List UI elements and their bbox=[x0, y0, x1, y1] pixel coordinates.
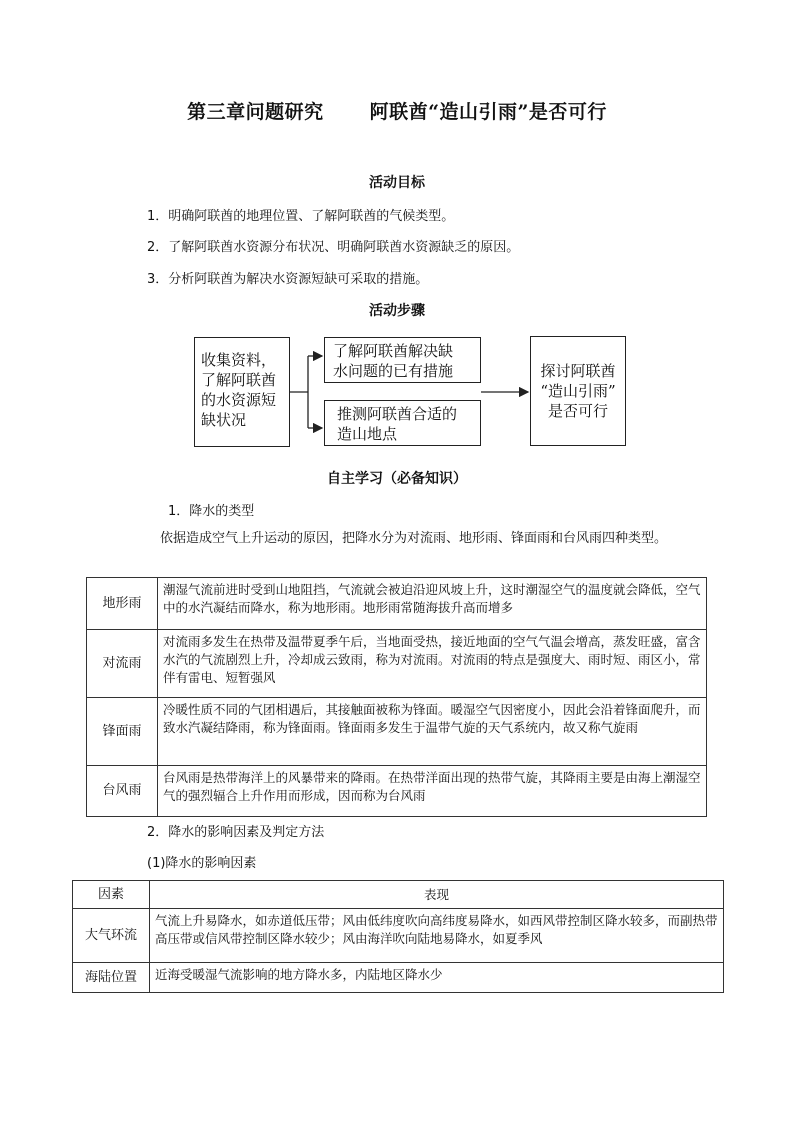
table-row bbox=[87, 578, 707, 630]
rain-type-desc: 对流雨多发生在热带及温带夏季午后，当地面受热，接近地面的空气气温会增高，蒸发旺盛，富含水汽的气流剧烈上升，冷却成云致雨，称为对流雨。对流雨的特点是强度大、雨时短、雨区小，常伴有雷电、短暂强风 bbox=[158, 630, 707, 698]
factor-name: 大气环流 bbox=[73, 909, 150, 963]
box-collect-line: 收集资料， bbox=[201, 351, 277, 369]
rain-type-desc: 台风雨是热带海洋上的风暴带来的降雨。在热带洋面出现的热带气旋，其降雨主要是由海上潮湿空气的强烈辐合上升作用而形成，因而称为台风雨 bbox=[158, 766, 707, 817]
subheading-rain-types: 1．降水的类型 bbox=[168, 504, 255, 519]
box-discuss-line: 是否可行 bbox=[547, 402, 608, 420]
steps-heading: 活动步骤 bbox=[369, 303, 425, 319]
intro-text: 依据造成空气上升运动的原因，把降水分为对流雨、地形雨、锋面雨和台风雨四种类型。 bbox=[160, 531, 668, 546]
factor-name: 海陆位置 bbox=[73, 963, 150, 993]
column-header-factor: 因素 bbox=[73, 881, 150, 909]
goal-item: 3．分析阿联酋为解决水资源短缺可采取的措施。 bbox=[147, 272, 429, 287]
subheading-factors-1: (1)降水的影响因素 bbox=[147, 856, 257, 871]
box-collect-line: 缺状况 bbox=[201, 411, 247, 429]
study-heading: 自主学习（必备知识） bbox=[327, 471, 467, 487]
rain-types-table bbox=[86, 577, 707, 817]
rain-type-name: 锋面雨 bbox=[87, 698, 158, 766]
rain-type-name: 台风雨 bbox=[87, 766, 158, 817]
column-header-desc: 表现 bbox=[150, 881, 724, 909]
subheading-factors: 2．降水的影响因素及判定方法 bbox=[147, 825, 325, 840]
rain-type-desc: 冷暖性质不同的气团相遇后，其接触面被称为锋面。暖湿空气因密度小，因此会沿着锋面爬升，而致水汽凝结降雨，称为锋面雨。锋面雨多发生于温带气旋的天气系统内，故又称气旋雨 bbox=[158, 698, 707, 766]
box-existing-line: 了解阿联酋解决缺 bbox=[333, 342, 454, 360]
goals-heading: 活动目标 bbox=[369, 175, 425, 191]
title-part2: 阿联酋“造山引雨”是否可行 bbox=[369, 101, 607, 123]
box-discuss-line: “造山引雨” bbox=[540, 382, 616, 400]
factor-desc: 气流上升易降水，如赤道低压带；风由低纬度吹向高纬度易降水，如西风带控制区降水较多，而副热带高压带或信风带控制区降水较少；风由海洋吹向陆地易降水，如夏季风 bbox=[150, 909, 724, 963]
goal-item: 2．了解阿联酋水资源分布状况、明确阿联酋水资源缺乏的原因。 bbox=[147, 240, 520, 255]
rain-type-desc: 潮湿气流前进时受到山地阻挡，气流就会被迫沿迎风坡上升，这时潮湿空气的温度就会降低，空气中的水汽凝结而降水，称为地形雨。地形雨常随海拔升高而增多 bbox=[158, 578, 707, 630]
flow-arrows bbox=[0, 0, 794, 500]
table-row bbox=[87, 766, 707, 817]
table-row bbox=[87, 698, 707, 766]
factor-desc: 近海受暖湿气流影响的地方降水多，内陆地区降水少 bbox=[150, 963, 724, 993]
rain-type-name: 地形雨 bbox=[87, 578, 158, 630]
box-collect-line: 的水资源短 bbox=[201, 391, 277, 409]
box-discuss-line: 探讨阿联酋 bbox=[540, 362, 616, 380]
factors-table bbox=[72, 880, 724, 993]
rain-type-name: 对流雨 bbox=[87, 630, 158, 698]
table-header-row bbox=[73, 881, 724, 909]
table-row bbox=[87, 630, 707, 698]
box-existing-line: 水问题的已有措施 bbox=[333, 362, 454, 380]
title-part1: 第三章问题研究 bbox=[187, 101, 324, 123]
box-collect-line: 了解阿联酋 bbox=[201, 371, 277, 389]
box-site-line: 造山地点 bbox=[337, 425, 398, 443]
box-site-line: 推测阿联酋合适的 bbox=[337, 405, 458, 423]
goal-item: 1．明确阿联酋的地理位置、了解阿联酋的气候类型。 bbox=[147, 209, 455, 224]
table-row bbox=[73, 909, 724, 963]
table-row bbox=[73, 963, 724, 993]
